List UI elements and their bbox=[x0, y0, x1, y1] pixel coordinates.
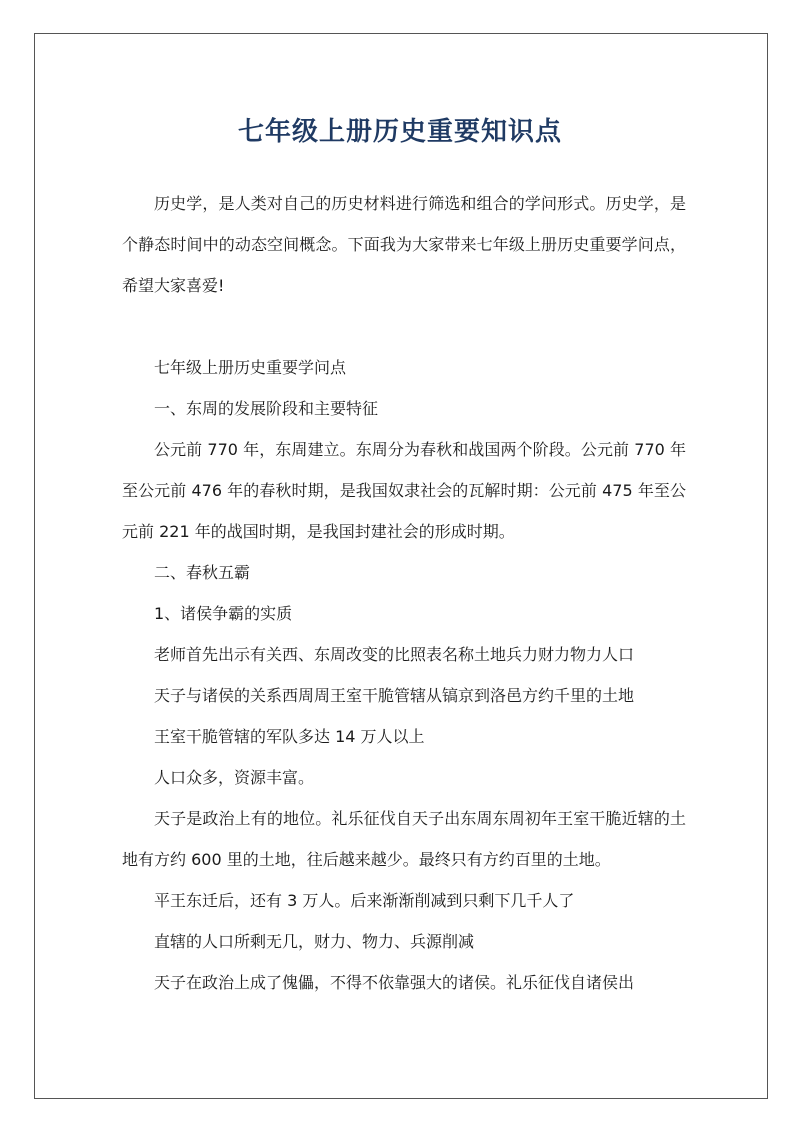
text-line: 天子在政治上成了傀儡，不得不依靠强大的诸侯。礼乐征伐自诸侯出 bbox=[154, 973, 635, 992]
text-line: 天子与诸侯的关系西周周王室干脆管辖从镐京到洛邑方约千里的土地 bbox=[154, 686, 635, 705]
heading-five-hegemons: 二、春秋五霸 bbox=[154, 563, 251, 582]
text-line: 直辖的人口所剩无几，财力、物力、兵源削减 bbox=[154, 932, 475, 951]
document-title: 七年级上册历史重要知识点 bbox=[237, 117, 562, 147]
intro-paragraph: 历史学，是人类对自己的历史材料进行筛选和组合的学问形式。历史学，是个静态时间中的动态空间概念。下面我为大家带来七年级上册历史重要学问点，希望大家喜爱! bbox=[122, 194, 686, 295]
spacer bbox=[122, 306, 686, 347]
text-line: 王室干脆管辖的军队多达 14 万人以上 bbox=[154, 727, 425, 746]
paragraph-son-of-heaven: 天子是政治上有的地位。礼乐征伐自天子出东周东周初年王室干脆近辖的土地有方约 600 里的土地，往后越来越少。最终只有方约百里的土地。 bbox=[122, 809, 686, 869]
text-line: 平王东迁后，还有 3 万人。后来渐渐削减到只剩下几千人了 bbox=[154, 891, 575, 910]
subheading-essence: 1、诸侯争霸的实质 bbox=[154, 604, 293, 623]
heading-eastern-zhou: 一、东周的发展阶段和主要特征 bbox=[154, 399, 379, 418]
text-line: 人口众多，资源丰富。 bbox=[154, 768, 315, 787]
section-title: 七年级上册历史重要学问点 bbox=[154, 358, 347, 377]
paragraph-eastern-zhou: 公元前 770 年，东周建立。东周分为春秋和战国两个阶段。公元前 770 年至公元前 476 年的春秋时期，是我国奴隶社会的瓦解时期：公元前 475 年至公元前 221 年的战国时期，是我国封建社会的形成时期。 bbox=[122, 440, 686, 541]
text-line: 老师首先出示有关西、东周改变的比照表名称土地兵力财力物力人口 bbox=[154, 645, 635, 664]
document-body bbox=[122, 183, 686, 1003]
